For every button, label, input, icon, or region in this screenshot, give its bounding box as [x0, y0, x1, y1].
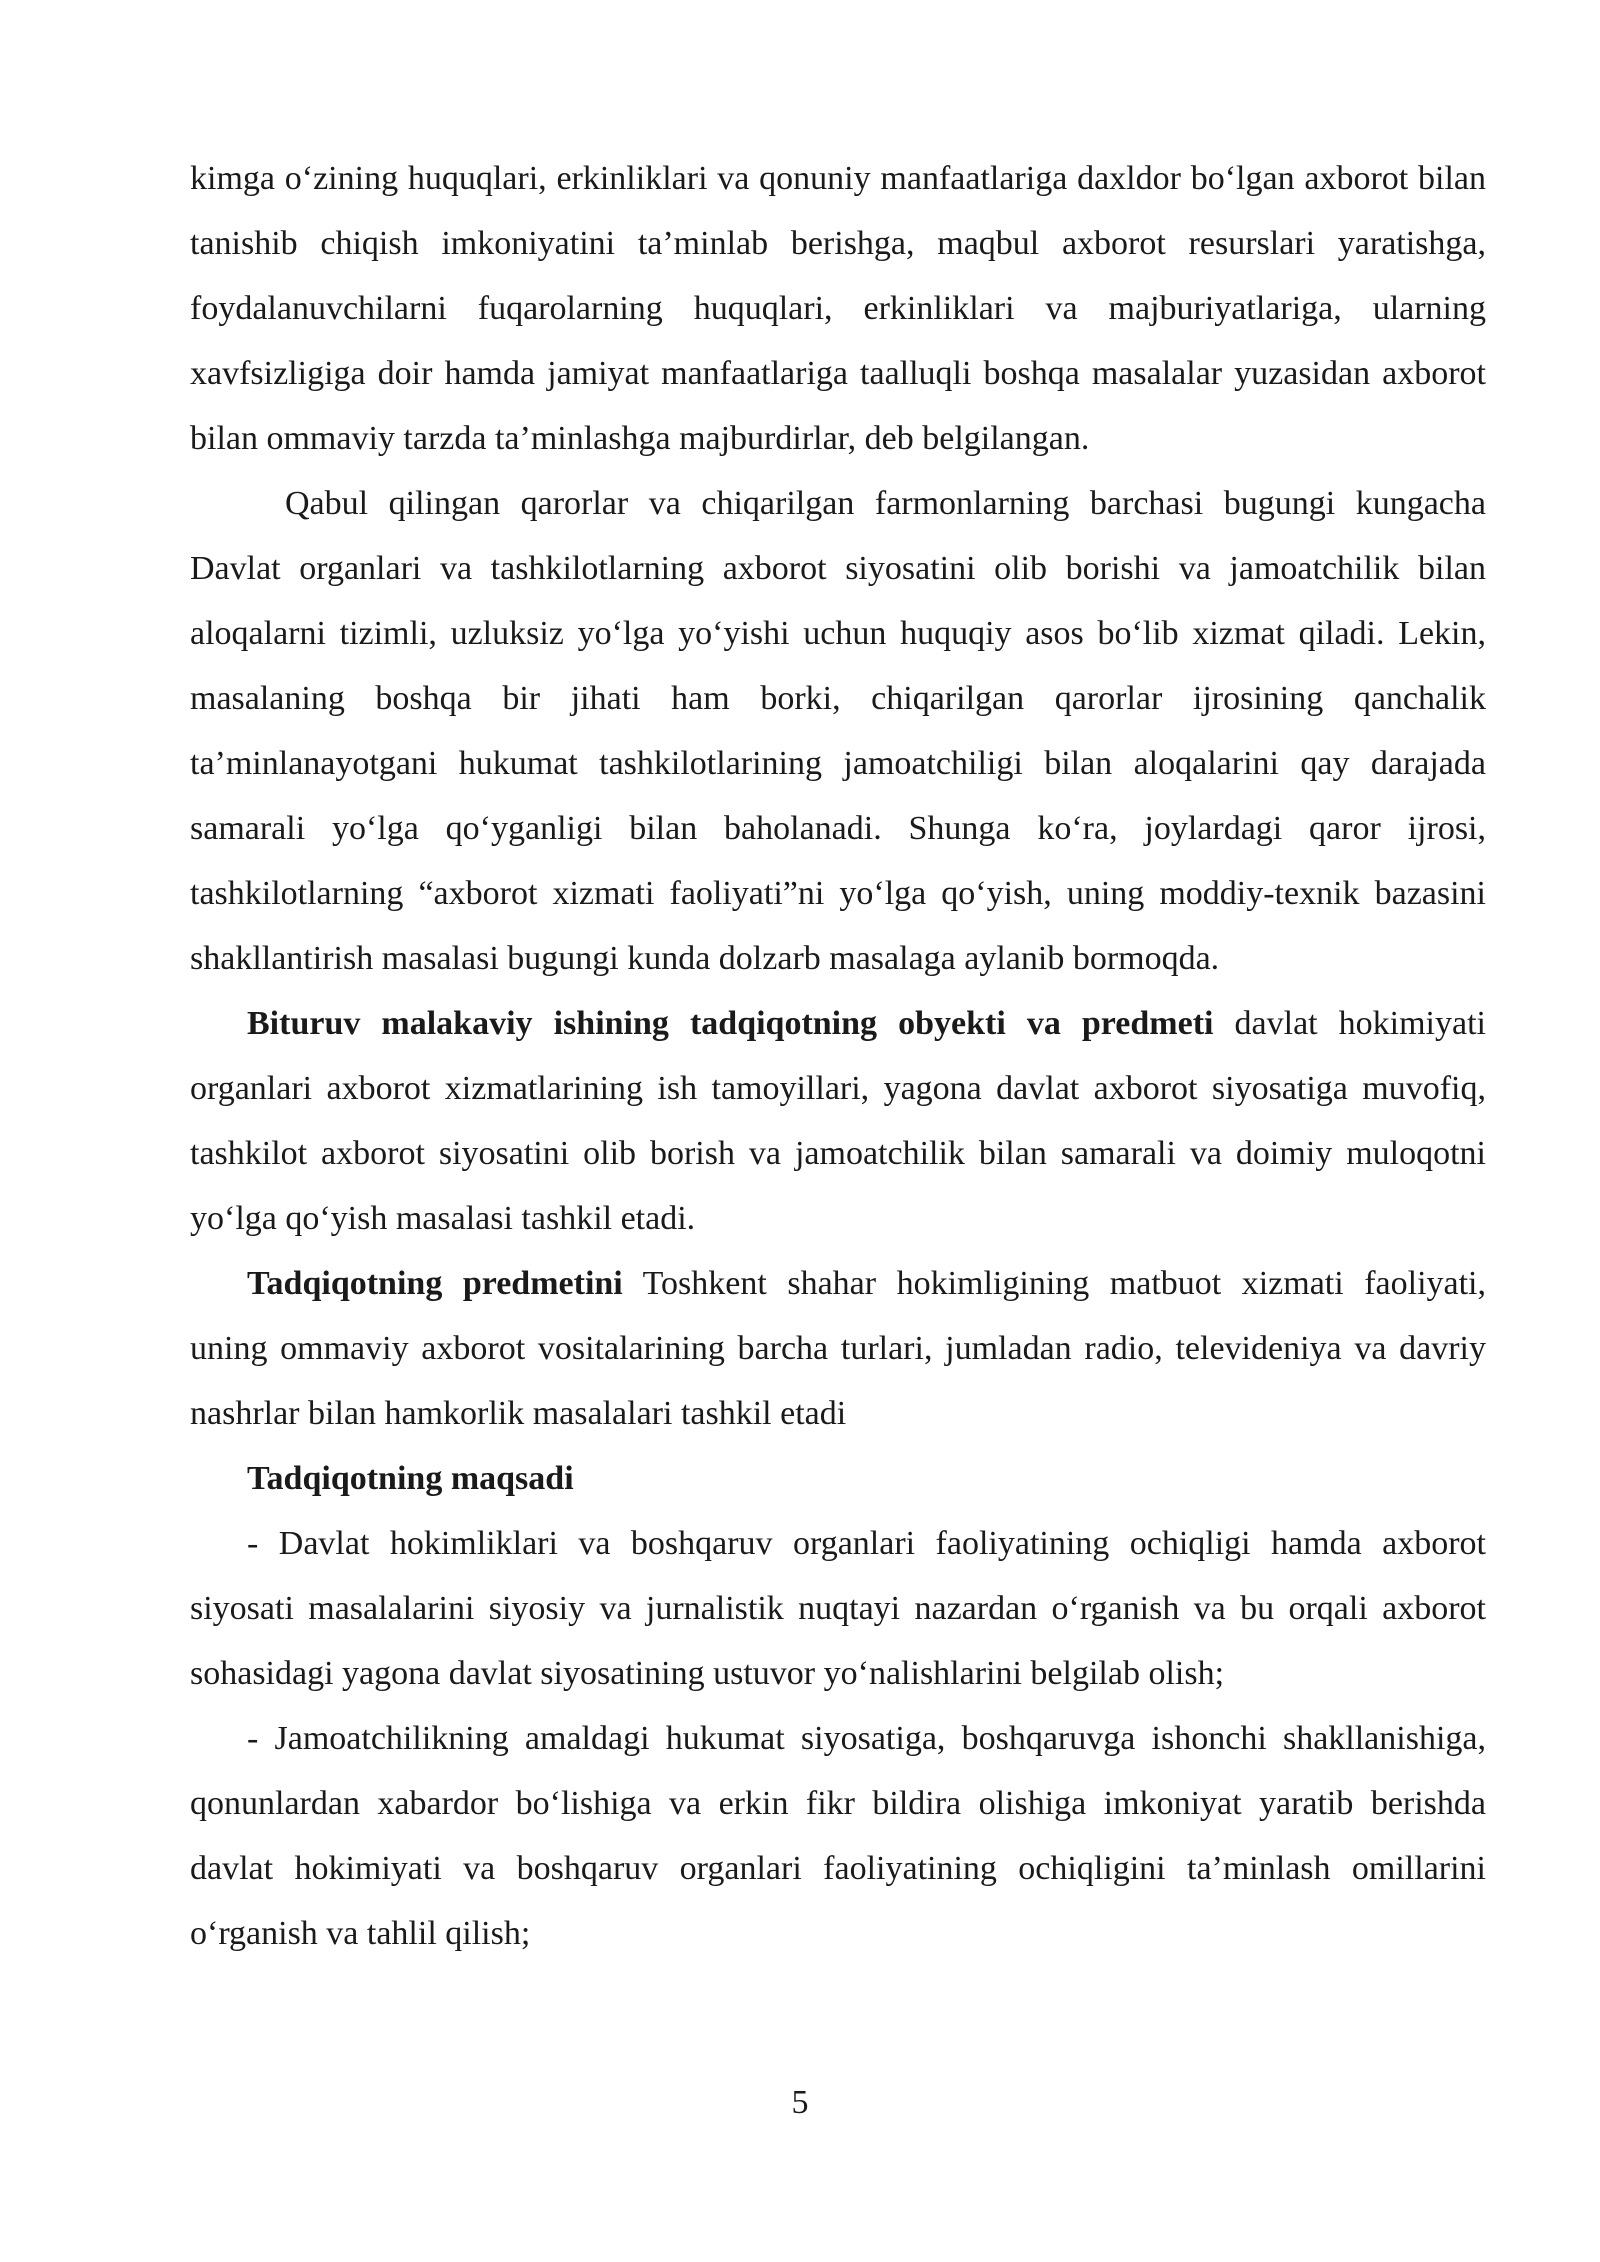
research-object-label: Bituruv malakaviy ishining tadqiqotning obyekti va predmeti — [247, 1005, 1214, 1042]
research-goal-heading: Tadqiqotning maqsadi — [247, 1460, 574, 1497]
goal-item-2: - Jamoatchilikning amaldagi hukumat siyosatiga, boshqaruvga ishonchi shakllanishiga, qonunlardan xabardor bo‘lishiga va erkin fikr bildira olishiga imkoniyat yaratib berishda davlat hokimiyati va boshqaruv organlari faoliyatining ochiqligini ta’minlash omillarini o‘rganish va tahlil qilish; — [190, 1720, 1486, 1952]
paragraph-research-object — [190, 991, 1486, 1251]
paragraph-decisions: Qabul qilingan qarorlar va chiqarilgan farmonlarning barchasi bugungi kungacha Davlat organlari va tashkilotlarning axborot siyosatini olib borishi va jamoatchilik bilan aloqalarni tizimli, uzluksiz yo‘lga yo‘yishi uchun huquqiy asos bo‘lib xizmat qiladi. Lekin, masalaning boshqa bir jihati ham borki, chiqarilgan qarorlar ijrosining qanchalik ta’minlanayotgani hukumat tashkilotlarining jamoatchiligi bilan aloqalarini qay darajada samarali yo‘lga qo‘yganligi bilan baholanadi. Shunga ko‘ra, joylardagi qaror ijrosi, tashkilotlarning “axborot xizmati faoliyati”ni yo‘lga qo‘yish, uning moddiy-texnik bazasini shakllantirish masalasi bugungi kunda dolzarb masalaga aylanib bormoqda. — [190, 485, 1486, 977]
research-subject-label: Tadqiqotning predmetini — [247, 1265, 623, 1302]
goal-item-1: - Davlat hokimliklari va boshqaruv organlari faoliyatining ochiqligi hamda axborot siyosati masalalarini siyosiy va jurnalistik nuqtayi nazardan o‘rganish va bu orqali axborot sohasidagi yagona davlat siyosatining ustuvor yo‘nalishlarini belgilab olish; — [190, 1525, 1486, 1692]
research-subject-text: Toshkent shahar hokimligining matbuot xizmati faoliyati, uning ommaviy axborot vositalarining barcha turlari, jumladan radio, televideniya va davriy nashrlar bilan hamkorlik masalalari tashkil etadi — [190, 1265, 1486, 1432]
research-object-text: davlat hokimiyati organlari axborot xizmatlarining ish tamoyillari, yagona davlat axborot siyosatiga muvofiq, tashkilot axborot siyosatini olib borish va jamoatchilik bilan samarali va doimiy muloqotni yo‘lga qo‘yish masalasi tashkil etadi. — [190, 1005, 1486, 1237]
document-page — [190, 146, 1486, 1966]
paragraph-research-subject — [190, 1251, 1486, 1446]
paragraph-continuation: kimga o‘zining huquqlari, erkinliklari va qonuniy manfaatlariga daxldor bo‘lgan axborot bilan tanishib chiqish imkoniyatini ta’minlab berishga, maqbul axborot resurslari yaratishga, foydalanuvchilarni fuqarolarning huquqlari, erkinliklari va majburiyatlariga, ularning xavfsizligiga doir hamda jamiyat manfaatlariga taalluqli boshqa masalalar yuzasidan axborot bilan ommaviy tarzda ta’minlashga majburdirlar, deb belgilangan. — [190, 160, 1486, 457]
page-number: 5 — [791, 2084, 809, 2121]
